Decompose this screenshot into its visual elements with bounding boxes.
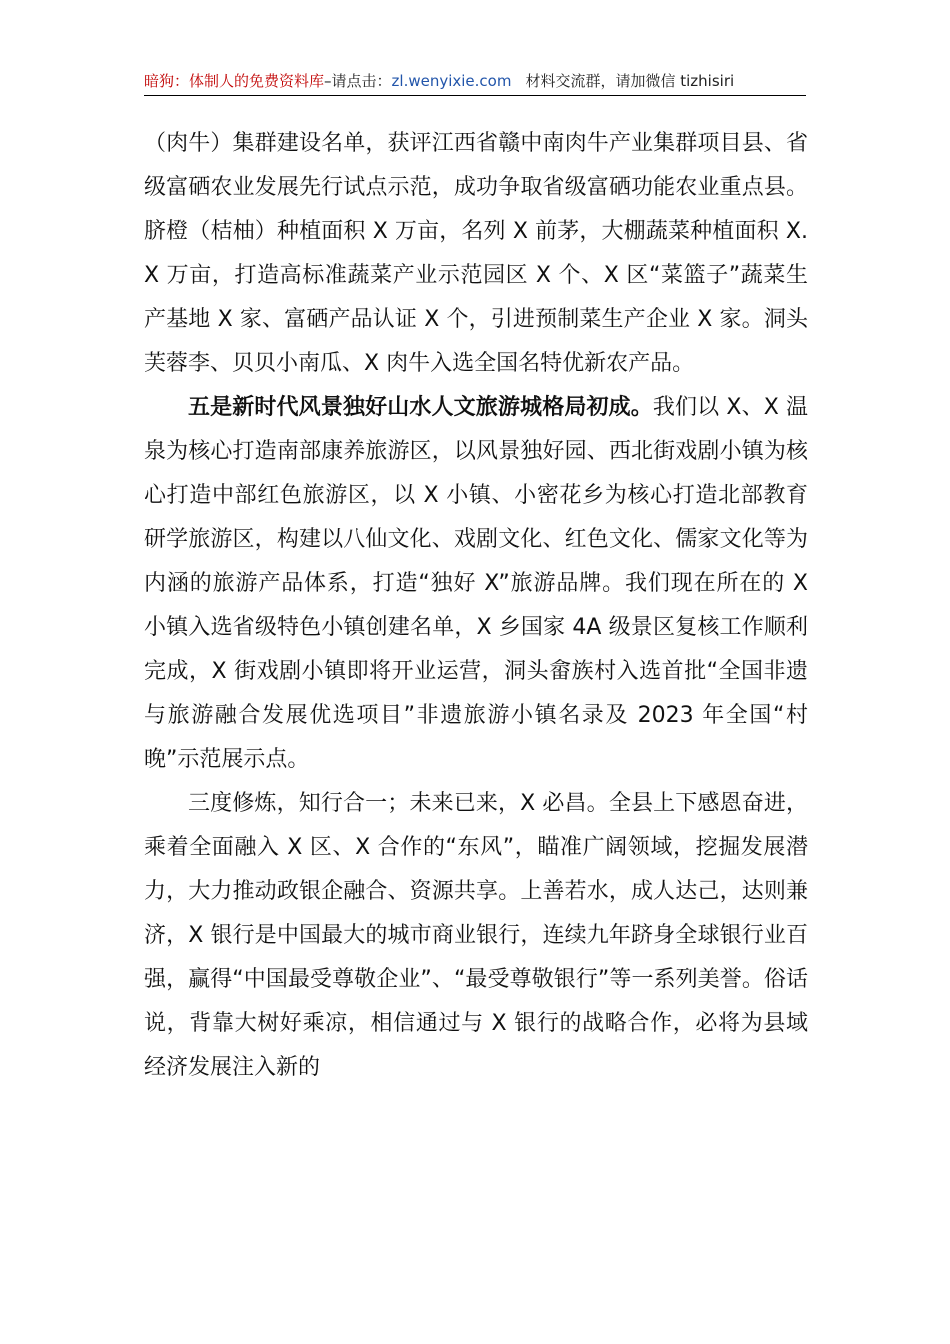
paragraph-3-text: 三度修炼，知行合一；未来已来，X 必昌。全县上下感恩奋进，乘着全面融入 X 区、X 合作的“东风”，瞄准广阔领域，挖掘发展潜力，大力推动政银企融合、资源共享。上善若水，成人达己，达则兼济，X 银行是中国最大的城市商业银行，连续九年跻身全球银行业百强，赢得“中国最受尊敬企业”、“最受尊敬银行”等一系列美誉。俗话说，背靠大树好乘凉，相信通过与 X 银行的战略合作，必将为县域经济发展注入新的 xyxy=(144,791,808,1080)
header-brand: 暗狗：体制人的免费资料库 xyxy=(144,72,325,90)
paragraph-tourism xyxy=(144,386,808,782)
paragraph-2-heading: 五是新时代风景独好山水人文旅游城格局初成。 xyxy=(188,395,653,420)
paragraph-closing xyxy=(144,782,808,1090)
paragraph-continuation xyxy=(144,122,808,386)
page-header xyxy=(144,70,806,94)
paragraph-1-text: （肉牛）集群建设名单，获评江西省赣中南肉牛产业集群项目县、省级富硒农业发展先行试点示范，成功争取省级富硒功能农业重点县。脐橙（桔柚）种植面积 X 万亩，名列 X 前茅，大棚蔬菜种植面积 X.X 万亩，打造高标准蔬菜产业示范园区 X 个、X 区“菜篮子”蔬菜生产基地 X 家、富硒产品认证 X 个，引进预制菜生产企业 X 家。洞头芙蓉李、贝贝小南瓜、X 肉牛入选全国名特优新农产品。 xyxy=(144,131,808,376)
paragraph-2-text: 我们以 X、X 温泉为核心打造南部康养旅游区，以风景独好园、西北街戏剧小镇为核心打造中部红色旅游区，以 X 小镇、小密花乡为核心打造北部教育研学旅游区，构建以八仙文化、戏剧文化、红色文化、儒家文化等为内涵的旅游产品体系，打造“独好 X”旅游品牌。我们现在所在的 X 小镇入选省级特色小镇创建名单，X 乡国家 4A 级景区复核工作顺利完成，X 街戏剧小镇即将开业运营，洞头畲族村入选首批“全国非遗与旅游融合发展优选项目”非遗旅游小镇名录及 2023 年全国“村晚”示范展示点。 xyxy=(144,395,808,772)
document-body xyxy=(144,122,808,1090)
header-contact: 材料交流群，请加微信 tizhisiri xyxy=(525,72,735,90)
header-prompt: –请点击： xyxy=(324,72,392,90)
header-link[interactable]: zl.wenyixie.com xyxy=(391,72,512,90)
header-divider xyxy=(144,95,806,96)
